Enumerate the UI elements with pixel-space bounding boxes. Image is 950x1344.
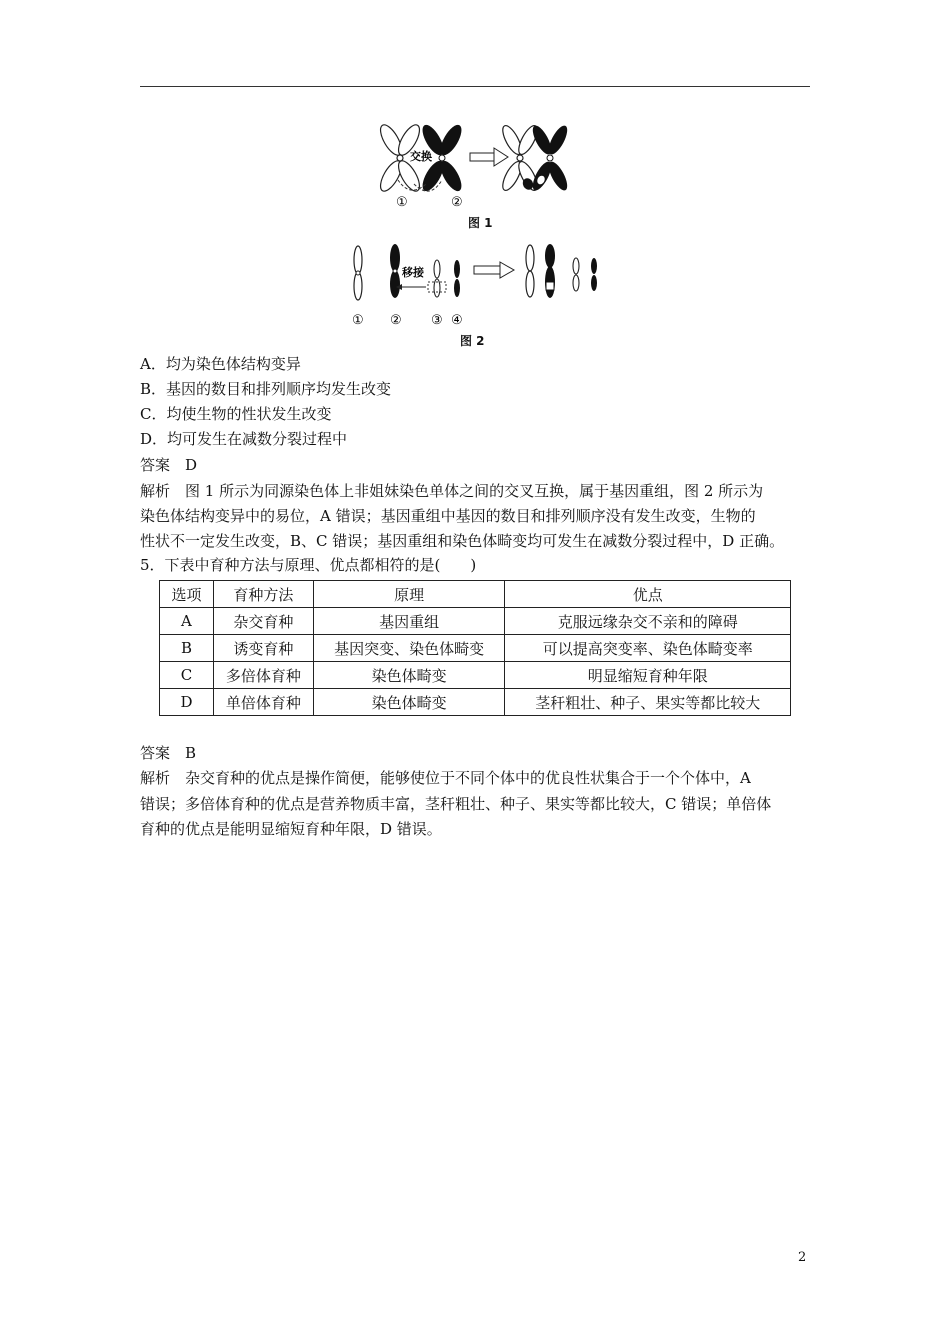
table-cell: A: [160, 608, 214, 635]
q5-answer: 答案 B: [140, 744, 197, 762]
table-header-cell: 原理: [313, 581, 505, 608]
table-cell: B: [160, 635, 214, 662]
figure-1: [330, 118, 630, 228]
exchange-label: 交换: [410, 150, 432, 163]
figure-1-diagram: [330, 118, 630, 228]
figure-1-num-1: ①: [396, 195, 408, 210]
table-header-cell: 选项: [160, 581, 214, 608]
q4-analysis-line-3: 性状不一定发生改变，B、C 错误；基因重组和染色体畸变均可发生在减数分裂过程中，D 正确。: [140, 532, 785, 550]
table-cell: 染色体畸变: [313, 689, 505, 716]
option-d: D．均可发生在减数分裂过程中: [140, 430, 348, 448]
table-row: [160, 635, 791, 662]
translocation-label: 移接: [402, 266, 424, 279]
table-header-cell: 育种方法: [213, 581, 313, 608]
table-cell: D: [160, 689, 214, 716]
figure-2-caption: 图 2: [460, 334, 485, 348]
table-cell: 基因突变、染色体畸变: [313, 635, 505, 662]
q5-analysis-line-1: 解析 杂交育种的优点是操作简便，能够使位于不同个体中的优良性状集合于一个个体中，A: [140, 769, 751, 787]
figure-2-num-1: ①: [352, 313, 364, 328]
table-cell: 克服远缘杂交不亲和的障碍: [505, 608, 791, 635]
q4-answer: 答案 D: [140, 456, 198, 474]
table-row: [160, 662, 791, 689]
breeding-table: [159, 580, 791, 716]
header-rule: [140, 86, 810, 87]
figure-1-caption: 图 1: [468, 216, 493, 230]
table-cell: 茎秆粗壮、种子、果实等都比较大: [505, 689, 791, 716]
q5-analysis-line-3: 育种的优点是能明显缩短育种年限，D 错误。: [140, 820, 442, 838]
table-cell: 诱变育种: [213, 635, 313, 662]
figure-2-num-3: ③: [431, 313, 443, 328]
figure-1-num-2: ②: [451, 195, 463, 210]
table-cell: 明显缩短育种年限: [505, 662, 791, 689]
page-number: 2: [798, 1250, 807, 1265]
figure-2-num-4: ④: [451, 313, 463, 328]
option-b: B．基因的数目和排列顺序均发生改变: [140, 380, 392, 398]
table-cell: 染色体畸变: [313, 662, 505, 689]
table-row: [160, 608, 791, 635]
table-cell: 基因重组: [313, 608, 505, 635]
figure-2-num-2: ②: [390, 313, 402, 328]
table-cell: 可以提高突变率、染色体畸变率: [505, 635, 791, 662]
table-cell: 多倍体育种: [213, 662, 313, 689]
table-header-row: [160, 581, 791, 608]
q5-stem: 5．下表中育种方法与原理、优点都相符的是( ): [140, 556, 477, 574]
table-cell: 杂交育种: [213, 608, 313, 635]
table-cell: 单倍体育种: [213, 689, 313, 716]
option-a: A．均为染色体结构变异: [140, 355, 301, 373]
q4-analysis-line-2: 染色体结构变异中的易位，A 错误；基因重组中基因的数目和排列顺序没有发生改变，生物的: [140, 507, 756, 525]
table-cell: C: [160, 662, 214, 689]
q4-analysis-line-1: 解析 图 1 所示为同源染色体上非姐妹染色单体之间的交叉互换，属于基因重组，图 2 所示为: [140, 482, 764, 500]
table-header-cell: 优点: [505, 581, 791, 608]
option-c: C．均使生物的性状发生改变: [140, 405, 332, 423]
q5-analysis-line-2: 错误；多倍体育种的优点是营养物质丰富，茎秆粗壮、种子、果实等都比较大，C 错误；单倍体: [140, 795, 772, 813]
table-row: [160, 689, 791, 716]
